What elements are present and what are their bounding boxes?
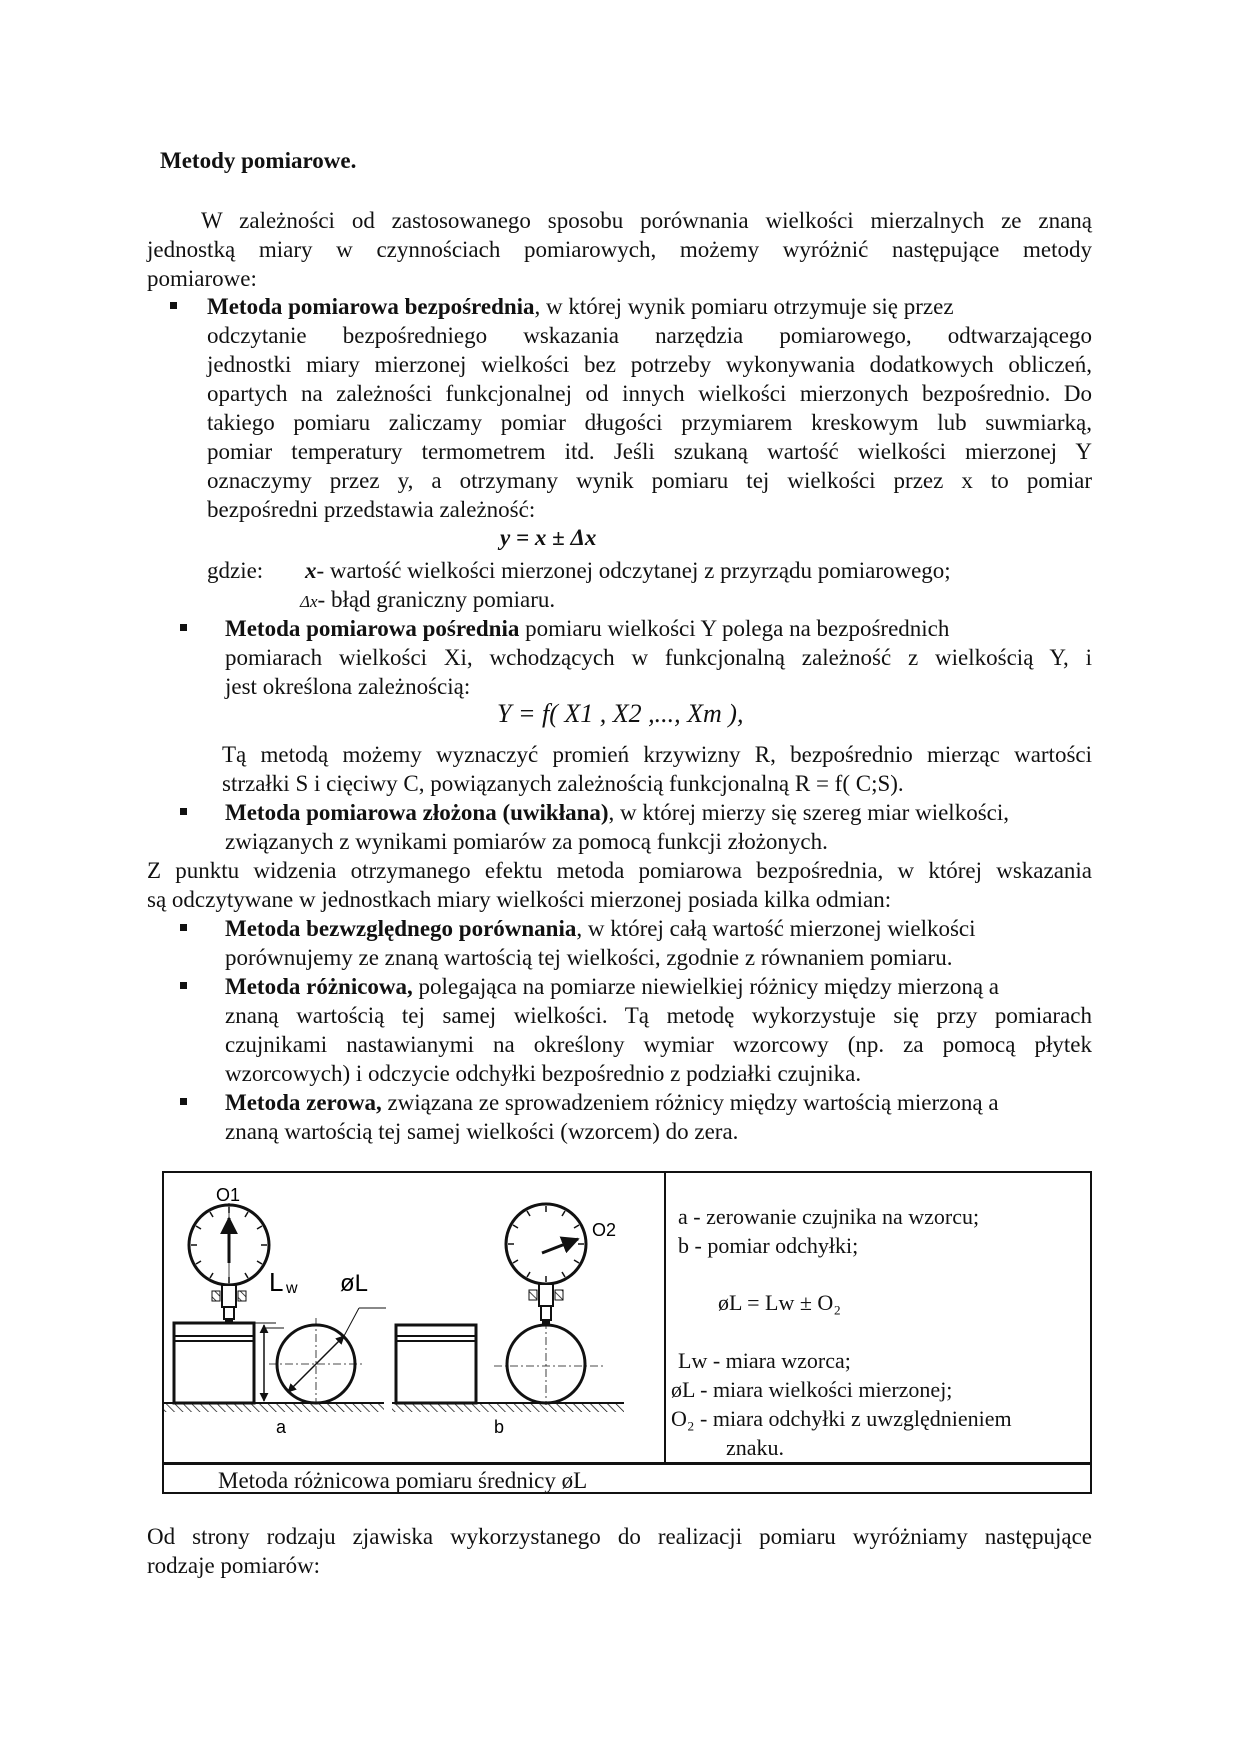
- variant-absolute-line-1: Metoda bezwzględnego porównania, w której całą wartość mierzonej wielkości: [225, 916, 976, 941]
- legend-lw: Lw - miara wzorca;: [678, 1348, 851, 1373]
- para2-line-2: są odczytywane w jednostkach miary wielkości mierzonej posiada kilka odmian:: [147, 887, 892, 912]
- method-direct-line-5: takiego pomiaru zaliczamy pomiar długości przymiarem kreskowym lub suwmiarką,: [207, 410, 1092, 435]
- page-title: Metody pomiarowe.: [160, 148, 357, 173]
- method-direct-text: , w której wynik pomiaru otrzymuje się przez: [534, 294, 954, 319]
- figure-caption-divider: [162, 1462, 1092, 1465]
- bullet-icon: [180, 982, 187, 989]
- legend-a: a - zerowanie czujnika na wzorcu;: [678, 1204, 980, 1229]
- formula-direct: y = x ± Δx: [500, 525, 597, 550]
- bullet-icon: [180, 624, 187, 631]
- method-indirect-line-2: pomiarach wielkości Xi, wchodzących w funkcjonalną zależność z wielkością Y, i: [225, 645, 1092, 670]
- method-direct-name: Metoda pomiarowa bezpośrednia: [207, 294, 535, 319]
- svg-text:L: L: [269, 1267, 284, 1297]
- method-indirect-after-2: strzałki S i cięciwy C, powiązanych zależnością funkcjonalną R = f( C;S).: [222, 771, 904, 796]
- method-indirect-line-1: Metoda pomiarowa pośrednia pomiaru wielkości Y polega na bezpośrednich: [225, 616, 950, 641]
- svg-text:b: b: [494, 1417, 505, 1437]
- method-direct-line-1: [207, 292, 1092, 321]
- bullet-icon: [180, 924, 187, 931]
- method-indirect-line-3: jest określona zależnością:: [225, 674, 471, 699]
- differential-measurement-diagram: [164, 1173, 664, 1462]
- where-dx: Δx- błąd graniczny pomiaru.: [300, 587, 556, 612]
- svg-text:O2: O2: [592, 1220, 617, 1240]
- intro-line-3: pomiarowe:: [147, 266, 257, 291]
- variant-zero-line-1: Metoda zerowa, związana ze sprowadzeniem różnicy między wartością mierzoną a: [225, 1090, 999, 1115]
- legend-phil: øL - miara wielkości mierzonej;: [671, 1377, 953, 1402]
- closing-line-2: rodzaje pomiarów:: [147, 1553, 321, 1578]
- variant-differential-line-4: wzorcowych) i odczycie odchyłki bezpośrednio z podziałki czujnika.: [225, 1061, 862, 1086]
- method-indirect-after-1: Tą metodą możemy wyznaczyć promień krzywizny R, bezpośrednio mierząc wartości: [222, 742, 1092, 767]
- svg-text:øL: øL: [340, 1270, 369, 1297]
- where-x: x- wartość wielkości mierzonej odczytanej z przyrządu pomiarowego;: [305, 558, 951, 583]
- svg-text:w: w: [286, 1280, 298, 1297]
- figure-divider: [664, 1171, 666, 1464]
- where-label: gdzie:: [207, 558, 264, 583]
- variant-zero-line-2: znaną wartością tej samej wielkości (wzorcem) do zera.: [225, 1119, 739, 1144]
- bullet-icon: [180, 808, 187, 815]
- dial-gauge-o1-icon: [189, 1185, 269, 1323]
- variant-absolute-line-2: porównujemy ze znaną wartością tej wielkości, zgodnie z równaniem pomiaru.: [225, 945, 953, 970]
- variant-differential-line-3: czujnikami nastawianymi na określony wymiar wzorcowy (np. za pomocą płytek: [225, 1032, 1092, 1057]
- method-complex-line-1: Metoda pomiarowa złożona (uwikłana), w której mierzy się szereg miar wielkości,: [225, 800, 1009, 825]
- method-direct-line-7: oznaczymy przez y, a otrzymany wynik pomiaru tej wielkości przez x to pomiar: [207, 468, 1092, 493]
- intro-line-2: jednostką miary w czynnościach pomiarowych, możemy wyróżnić następujące metody: [147, 237, 1092, 262]
- svg-text:O1: O1: [216, 1185, 241, 1205]
- variant-differential-line-1: Metoda różnicowa, polegająca na pomiarze niewielkiej różnicy między mierzoną a: [225, 974, 1000, 999]
- method-direct-line-2: odczytanie bezpośredniego wskazania narzędzia pomiarowego, odtwarzającego: [207, 323, 1092, 348]
- intro-line-1: W zależności od zastosowanego sposobu porównania wielkości mierzalnych ze znaną: [201, 208, 1092, 233]
- svg-text:a: a: [276, 1417, 287, 1437]
- method-direct-line-8: bezpośredni przedstawia zależność:: [207, 497, 536, 522]
- method-direct-line-3: jednostki miary mierzonej wielkości bez potrzeby wykonywania dodatkowych obliczeń,: [207, 352, 1092, 377]
- legend-formula: øL = Lw ± O₂: [718, 1290, 841, 1315]
- method-direct-line-4: opartych na zależności funkcjonalnej od innych wielkości mierzonych bezpośrednio. Do: [207, 381, 1092, 406]
- closing-line-1: Od strony rodzaju zjawiska wykorzystanego do realizacji pomiaru wyróżniamy następujące: [147, 1524, 1092, 1549]
- para2-line-1: Z punktu widzenia otrzymanego efektu metoda pomiarowa bezpośrednia, w której wskazania: [147, 858, 1092, 883]
- method-complex-line-2: związanych z wynikami pomiarów za pomocą funkcji złożonych.: [225, 829, 828, 854]
- variant-differential-line-2: znaną wartością tej samej wielkości. Tą metodę wykorzystuje się przy pomiarach: [225, 1003, 1092, 1028]
- legend-o2-cont: znaku.: [726, 1435, 785, 1460]
- bullet-icon: [180, 1098, 187, 1105]
- method-direct-line-6: pomiar temperatury termometrem itd. Jeśli szukaną wartość wielkości mierzonej Y: [207, 439, 1092, 464]
- legend-b: b - pomiar odchyłki;: [678, 1233, 859, 1258]
- figure-caption: Metoda różnicowa pomiaru średnicy øL: [218, 1468, 588, 1493]
- legend-o2: O₂ - miara odchyłki z uwzględnieniem: [671, 1406, 1012, 1431]
- bullet-icon: [170, 302, 177, 309]
- dial-gauge-o2-icon: [506, 1204, 616, 1324]
- formula-indirect: Y = f( X1 , X2 ,..., Xm ),: [497, 699, 744, 728]
